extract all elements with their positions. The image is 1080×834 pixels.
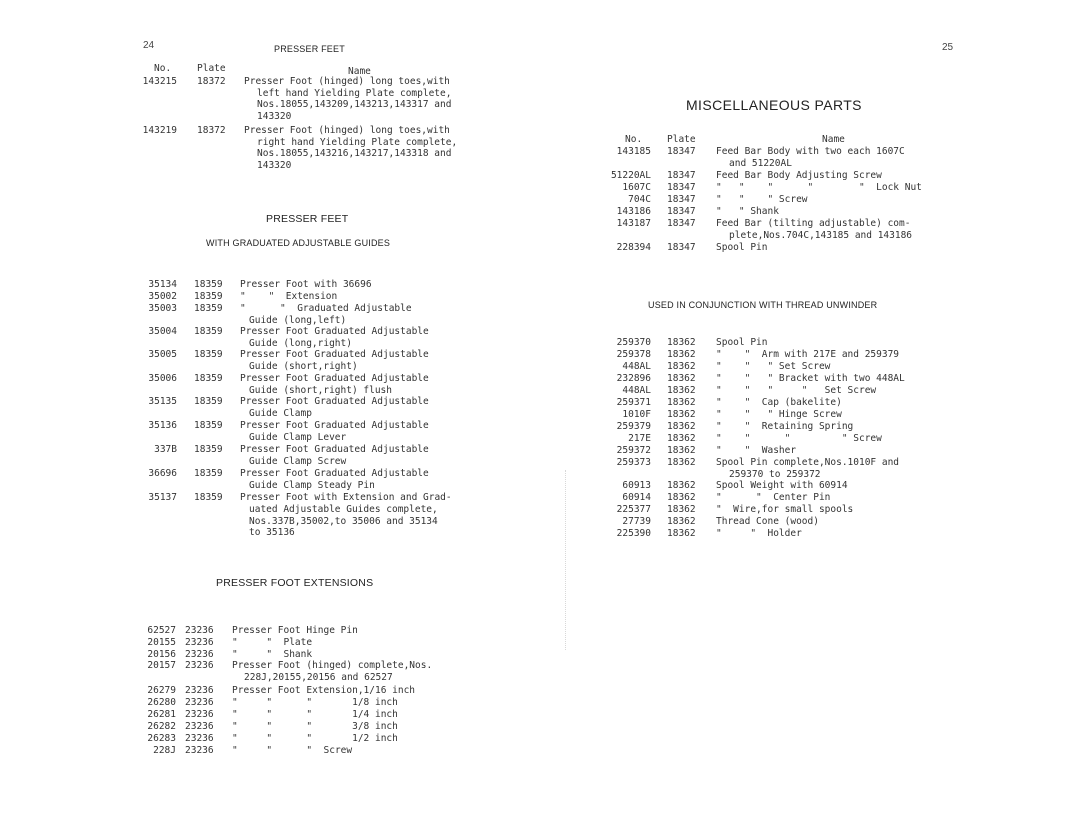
part-number: 35003 — [148, 303, 177, 314]
part-number: 232896 — [616, 373, 651, 384]
part-name: Spool Pin — [716, 242, 768, 253]
plate-number: 18347 — [667, 182, 696, 193]
plate-number: 18359 — [194, 468, 223, 479]
part-number: 51220AL — [610, 170, 651, 181]
page-gutter — [565, 470, 566, 650]
plate-number: 23236 — [185, 721, 214, 732]
part-name: " " Plate — [232, 637, 313, 648]
part-number: 143187 — [616, 218, 651, 229]
col-header-plate-right: Plate — [667, 134, 696, 145]
part-name: Presser Foot with Extension and Grad- — [240, 492, 452, 503]
part-name-continued: Nos.18055,143216,143217,143318 and — [257, 148, 452, 159]
part-number: 26282 — [147, 721, 176, 732]
part-name: " " Extension — [240, 291, 338, 302]
part-name-continued: Guide (long,left) — [249, 314, 347, 326]
section-subtitle-graduated-guides: WITH GRADUATED ADJUSTABLE GUIDES — [206, 238, 391, 248]
part-number: 35005 — [148, 349, 177, 360]
part-number: 143219 — [142, 125, 177, 136]
part-name: " " " Screw — [716, 194, 808, 205]
part-number: 26281 — [147, 709, 176, 720]
part-name-continued: uated Adjustable Guides complete, — [249, 503, 438, 515]
plate-number: 23236 — [185, 685, 214, 696]
part-number: 35136 — [148, 420, 177, 431]
part-name: Presser Foot Graduated Adjustable — [240, 326, 429, 337]
plate-number: 18362 — [667, 457, 696, 468]
plate-number: 18347 — [667, 242, 696, 253]
plate-number: 18362 — [667, 528, 696, 539]
plate-number: 18362 — [667, 492, 696, 503]
part-name: " " " 1/8 inch — [232, 697, 398, 708]
part-name: " " Retaining Spring — [716, 421, 854, 432]
part-number: 704C — [628, 194, 651, 205]
part-number: 36696 — [148, 468, 177, 479]
col-header-name: Name — [348, 66, 371, 77]
part-name-continued: and 51220AL — [729, 157, 792, 169]
part-name-continued: Guide Clamp — [249, 407, 312, 419]
part-number: 35002 — [148, 291, 177, 302]
part-name: Presser Foot Extension,1/16 inch — [232, 685, 416, 696]
part-name: Presser Foot Graduated Adjustable — [240, 396, 429, 407]
page-number-left: 24 — [143, 40, 155, 51]
part-name-continued: 259370 to 259372 — [729, 468, 821, 480]
part-name: Spool Weight with 60914 — [716, 480, 848, 491]
part-number: 20157 — [147, 660, 176, 671]
part-number: 1607C — [622, 182, 651, 193]
part-number: 20156 — [147, 649, 176, 660]
plate-number: 18362 — [667, 361, 696, 372]
part-name: " " Holder — [716, 528, 802, 539]
col-header-plate: Plate — [197, 63, 226, 74]
plate-number: 23236 — [185, 745, 214, 756]
part-number: 228J — [153, 745, 176, 756]
part-name: Feed Bar (tilting adjustable) com- — [716, 218, 911, 229]
part-name-continued: 143320 — [257, 159, 292, 171]
col-header-name-right: Name — [822, 134, 845, 145]
part-number: 259378 — [616, 349, 651, 360]
part-number: 35137 — [148, 492, 177, 503]
part-name: " " " " Screw — [716, 433, 882, 444]
part-name-continued: to 35136 — [249, 527, 295, 539]
part-number: 217E — [628, 433, 651, 444]
part-name-continued: 143320 — [257, 110, 292, 122]
part-number: 1010F — [622, 409, 651, 420]
part-name: Spool Pin — [716, 337, 768, 348]
plate-number: 18372 — [197, 76, 226, 87]
part-number: 225377 — [616, 504, 651, 515]
plate-number: 18362 — [667, 504, 696, 515]
part-name: " " " Hinge Screw — [716, 409, 842, 420]
part-name: " " Arm with 217E and 259379 — [716, 349, 900, 360]
plate-number: 18359 — [194, 326, 223, 337]
part-number: 448AL — [622, 361, 651, 372]
plate-number: 18347 — [667, 218, 696, 229]
part-number: 20155 — [147, 637, 176, 648]
plate-number: 18362 — [667, 480, 696, 491]
running-header: PRESSER FEET — [274, 44, 345, 54]
part-number: 259372 — [616, 445, 651, 456]
part-number: 143186 — [616, 206, 651, 217]
plate-number: 18362 — [667, 373, 696, 384]
plate-number: 18362 — [667, 433, 696, 444]
part-number: 35006 — [148, 373, 177, 384]
part-name-continued: 228J,20155,20156 and 62527 — [244, 671, 393, 683]
part-name-continued: Guide Clamp Screw — [249, 455, 347, 467]
part-name: " " Graduated Adjustable — [240, 303, 412, 314]
part-number: 259370 — [616, 337, 651, 348]
plate-number: 23236 — [185, 660, 214, 671]
section-title-thread-unwinder: USED IN CONJUNCTION WITH THREAD UNWINDER — [648, 300, 878, 310]
part-name-continued: Nos.18055,143209,143213,143317 and — [257, 99, 452, 110]
part-number: 35134 — [148, 279, 177, 290]
plate-number: 18359 — [194, 420, 223, 431]
part-name: Presser Foot Graduated Adjustable — [240, 373, 429, 384]
part-name: Presser Foot with 36696 — [240, 279, 372, 290]
plate-number: 18372 — [197, 125, 226, 136]
part-name: Presser Foot (hinged) long toes,with — [244, 76, 450, 87]
col-header-no-right: No. — [625, 134, 643, 145]
plate-number: 18359 — [194, 396, 223, 407]
part-name: " " Shank — [716, 206, 779, 217]
part-name-continued: plete,Nos.704C,143185 and 143186 — [729, 229, 913, 241]
part-number: 337B — [154, 444, 177, 455]
part-name: Spool Pin complete,Nos.1010F and — [716, 457, 900, 468]
part-number: 228394 — [616, 242, 651, 253]
plate-number: 18347 — [667, 206, 696, 217]
plate-number: 18359 — [194, 291, 223, 302]
part-name: Feed Bar Body Adjusting Screw — [716, 170, 882, 181]
section-title-presser-foot-extensions: PRESSER FOOT EXTENSIONS — [216, 577, 374, 589]
plate-number: 18362 — [667, 337, 696, 348]
part-name: " " " Screw — [232, 745, 353, 756]
part-name-continued: left hand Yielding Plate complete, — [257, 87, 452, 99]
part-number: 62527 — [147, 625, 176, 636]
part-name: " " Shank — [232, 649, 313, 660]
part-name-continued: Guide (long,right) — [249, 337, 352, 349]
part-number: 26280 — [147, 697, 176, 708]
part-name: Presser Foot Graduated Adjustable — [240, 468, 429, 479]
part-number: 26283 — [147, 733, 176, 744]
part-name-continued: Guide (short,right) flush — [249, 384, 392, 396]
part-name-continued: Guide (short,right) — [249, 360, 358, 372]
part-name-continued: Guide Clamp Steady Pin — [249, 479, 375, 491]
part-name: Presser Foot Graduated Adjustable — [240, 349, 429, 360]
plate-number: 18347 — [667, 170, 696, 181]
part-name: Presser Foot Graduated Adjustable — [240, 420, 429, 431]
part-name-continued: Guide Clamp Lever — [249, 431, 347, 443]
part-name: Thread Cone (wood) — [716, 516, 819, 527]
part-number: 259379 — [616, 421, 651, 432]
plate-number: 18362 — [667, 421, 696, 432]
part-number: 143215 — [142, 76, 177, 87]
plate-number: 18362 — [667, 397, 696, 408]
plate-number: 18362 — [667, 349, 696, 360]
part-name: " " " 3/8 inch — [232, 721, 398, 732]
part-name: " " " Bracket with two 448AL — [716, 373, 905, 384]
part-number: 259373 — [616, 457, 651, 468]
part-name: " " " 1/4 inch — [232, 709, 398, 720]
plate-number: 18359 — [194, 349, 223, 360]
part-name: " " " Set Screw — [716, 361, 831, 372]
part-number: 448AL — [622, 385, 651, 396]
part-name: Feed Bar Body with two each 1607C — [716, 146, 905, 157]
part-name: " " Center Pin — [716, 492, 831, 503]
plate-number: 18362 — [667, 409, 696, 420]
plate-number: 18359 — [194, 279, 223, 290]
part-number: 27739 — [622, 516, 651, 527]
part-name: " " Washer — [716, 445, 797, 456]
plate-number: 18359 — [194, 444, 223, 455]
plate-number: 18347 — [667, 194, 696, 205]
part-name: Presser Foot Graduated Adjustable — [240, 444, 429, 455]
col-header-no: No. — [154, 63, 172, 74]
part-name: " " " " " Lock Nut — [716, 182, 922, 193]
plate-number: 18347 — [667, 146, 696, 157]
plate-number: 18359 — [194, 373, 223, 384]
part-name-continued: right hand Yielding Plate complete, — [257, 136, 458, 148]
plate-number: 23236 — [185, 733, 214, 744]
part-number: 60914 — [622, 492, 651, 503]
part-number: 60913 — [622, 480, 651, 491]
part-number: 26279 — [147, 685, 176, 696]
part-name-continued: Nos.337B,35002,to 35006 and 35134 — [249, 515, 438, 527]
plate-number: 23236 — [185, 637, 214, 648]
plate-number: 23236 — [185, 697, 214, 708]
plate-number: 23236 — [185, 649, 214, 660]
section-title-presser-feet: PRESSER FEET — [266, 213, 349, 225]
plate-number: 23236 — [185, 625, 214, 636]
part-number: 35004 — [148, 326, 177, 337]
page-number-right: 25 — [942, 42, 954, 53]
plate-number: 18362 — [667, 445, 696, 456]
page-title: MISCELLANEOUS PARTS — [686, 97, 862, 113]
part-name: " " Cap (bakelite) — [716, 397, 842, 408]
part-number: 35135 — [148, 396, 177, 407]
part-name: " " " 1/2 inch — [232, 733, 398, 744]
part-name: " Wire,for small spools — [716, 504, 854, 515]
part-name: Presser Foot (hinged) complete,Nos. — [232, 660, 433, 671]
plate-number: 18359 — [194, 492, 223, 503]
part-number: 225390 — [616, 528, 651, 539]
plate-number: 18362 — [667, 385, 696, 396]
part-name: " " " " Set Screw — [716, 385, 877, 396]
part-number: 259371 — [616, 397, 651, 408]
plate-number: 23236 — [185, 709, 214, 720]
plate-number: 18359 — [194, 303, 223, 314]
plate-number: 18362 — [667, 516, 696, 527]
part-name: Presser Foot (hinged) long toes,with — [244, 125, 450, 136]
part-number: 143185 — [616, 146, 651, 157]
part-name: Presser Foot Hinge Pin — [232, 625, 358, 636]
